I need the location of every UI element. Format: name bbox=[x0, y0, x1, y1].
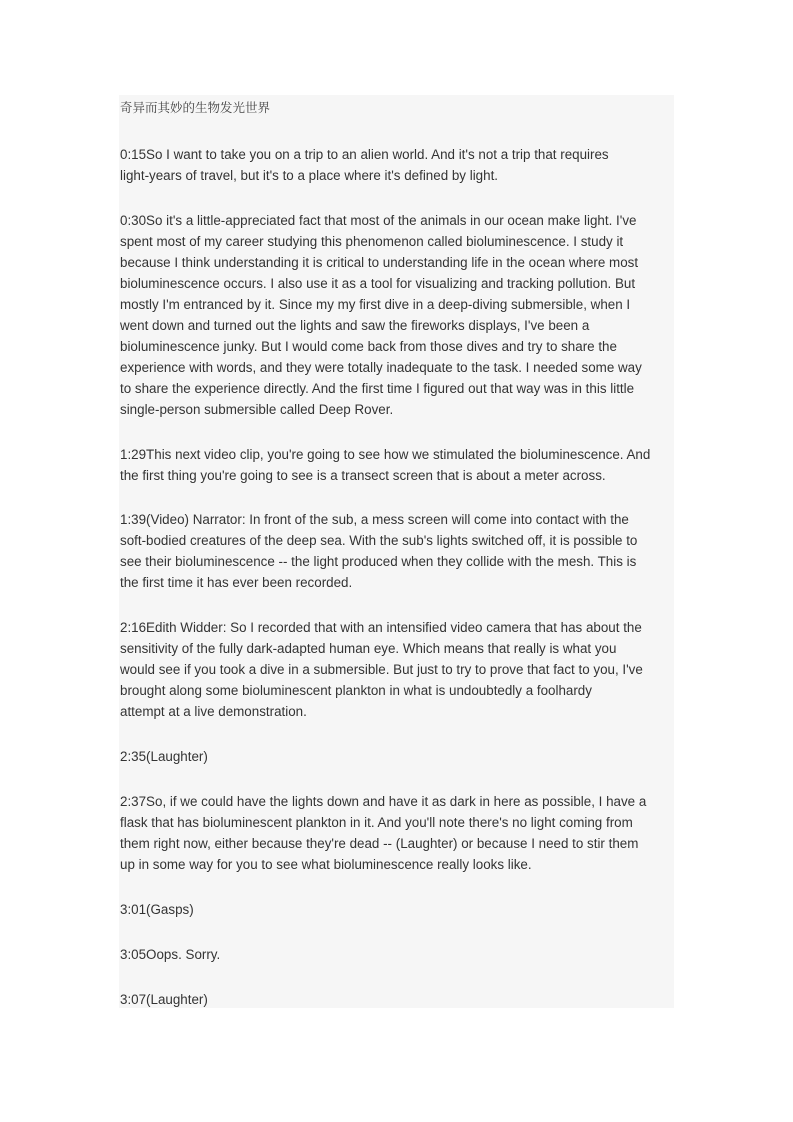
text-line: flask that has bioluminescent plankton in it. And you'll note there's no light coming from bbox=[120, 815, 633, 830]
text-line: 2:35(Laughter) bbox=[120, 749, 208, 764]
paragraph-0-15 bbox=[120, 144, 674, 186]
text-line: 2:16Edith Widder: So I recorded that with an intensified video camera that has about the bbox=[120, 620, 642, 635]
text-line: 0:15So I want to take you on a trip to an alien world. And it's not a trip that requires bbox=[120, 147, 609, 162]
text-line: to share the experience directly. And the first time I figured out that way was in this little bbox=[120, 381, 635, 396]
text-line: 3:07(Laughter) bbox=[120, 992, 208, 1007]
paragraph-2-35 bbox=[120, 746, 674, 767]
text-line: spent most of my career studying this phenomenon called bioluminescence. I study it bbox=[120, 234, 624, 249]
paragraph-1-39 bbox=[120, 509, 674, 593]
text-line: them right now, either because they're dead -- (Laughter) or because I need to stir them bbox=[120, 836, 639, 851]
text-line: 3:05Oops. Sorry. bbox=[120, 947, 221, 962]
text-line: light-years of travel, but it's to a place where it's defined by light. bbox=[120, 168, 499, 183]
text-line: the first thing you're going to see is a transect screen that is about a meter across. bbox=[120, 468, 606, 483]
text-line: 0:30So it's a little-appreciated fact that most of the animals in our ocean make light. I've bbox=[120, 213, 637, 228]
text-line: the first time it has ever been recorded. bbox=[120, 575, 353, 590]
text-line: 1:29This next video clip, you're going to see how we stimulated the bioluminescence. And bbox=[120, 447, 651, 462]
text-line: bioluminescence junky. But I would come back from those dives and try to share the bbox=[120, 339, 617, 354]
text-line: 2:37So, if we could have the lights down and have it as dark in here as possible, I have a bbox=[120, 794, 647, 809]
text-line: see their bioluminescence -- the light produced when they collide with the mesh. This is bbox=[120, 554, 637, 569]
text-line: bioluminescence occurs. I also use it as a tool for visualizing and tracking pollution. But bbox=[120, 276, 636, 291]
paragraph-2-37 bbox=[120, 791, 674, 875]
text-line: 1:39(Video) Narrator: In front of the sub, a mess screen will come into contact with the bbox=[120, 512, 629, 527]
text-line: experience with words, and they were totally inadequate to the task. I needed some way bbox=[120, 360, 642, 375]
text-line: single-person submersible called Deep Rover. bbox=[120, 402, 394, 417]
text-line: would see if you took a dive in a submersible. But just to try to prove that fact to you, I've bbox=[120, 662, 643, 677]
text-line: sensitivity of the fully dark-adapted human eye. Which means that really is what you bbox=[120, 641, 617, 656]
paragraph-1-29 bbox=[120, 444, 674, 486]
paragraph-3-01 bbox=[120, 899, 674, 920]
text-line: attempt at a live demonstration. bbox=[120, 704, 307, 719]
text-line: because I think understanding it is critical to understanding life in the ocean where most bbox=[120, 255, 639, 270]
paragraph-3-05 bbox=[120, 944, 674, 965]
text-line: went down and turned out the lights and saw the fireworks displays, I've been a bbox=[120, 318, 590, 333]
paragraph-3-07 bbox=[120, 989, 674, 1010]
text-line: mostly I'm entranced by it. Since my my first dive in a deep-diving submersible, when I bbox=[120, 297, 631, 312]
text-line: up in some way for you to see what bioluminescence really looks like. bbox=[120, 857, 532, 872]
text-line: soft-bodied creatures of the deep sea. With the sub's lights switched off, it is possible to bbox=[120, 533, 638, 548]
paragraph-2-16 bbox=[120, 617, 674, 722]
text-line: brought along some bioluminescent plankton in what is undoubtedly a foolhardy bbox=[120, 683, 592, 698]
paragraph-0-30 bbox=[120, 210, 674, 420]
document-title: 奇异而其妙的生物发光世界 bbox=[120, 100, 271, 115]
text-line: 3:01(Gasps) bbox=[120, 902, 194, 917]
transcript-content bbox=[119, 95, 674, 1008]
